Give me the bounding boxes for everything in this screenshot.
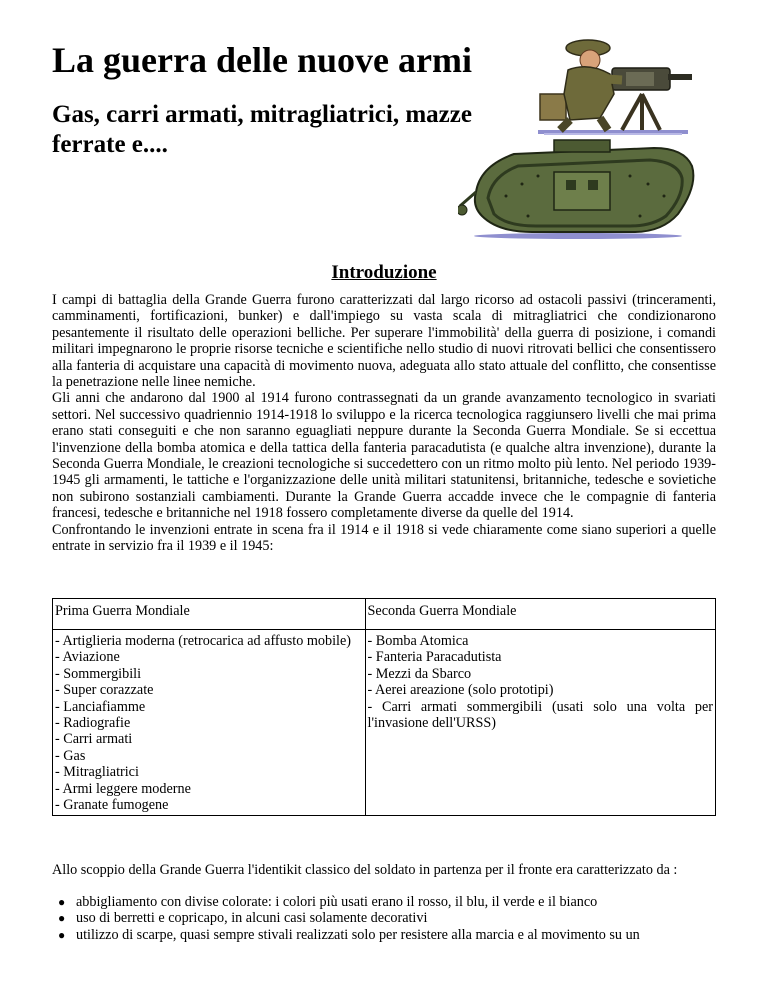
list-item <box>52 910 716 926</box>
ww1-item: - Carri armati <box>55 731 133 748</box>
ww2-item: - Bomba Atomica <box>367 633 469 649</box>
ww1-item: - Granate fumogene <box>55 797 169 814</box>
intro-paragraph: I campi di battaglia della Grande Guerra furono caratterizzati dal largo ricorso ad ostacoli passivi (trinceramenti, camminamenti, fortificazioni, bunker) e dall'impiego su vasta scala di mitragliatrici che condizionarono pesantemente il risultato delle operazioni belliche. Per superare l'immobilità' della guerra di posizione, i comandi militari impegnarono le proprie risorse tecniche e scientifiche nello studio di nuovi ritrovati bellici che consentissero alla fanteria di acquistare una capacità di movimento nuova, adeguata allo stato attuale del conflitto, che consentisse la penetrazione nelle linee nemiche. <box>52 292 716 391</box>
bullet-icon: ● <box>58 927 66 942</box>
intro-paragraph: Confrontando le invenzioni entrate in scena fra il 1914 e il 1918 si vede chiaramente come siano superiori a quelle entrate in servizio fra il 1939 e il 1945: <box>52 521 716 555</box>
ww1-inventions-cell <box>53 630 366 816</box>
page-subtitle: Gas, carri armati, mitragliatrici, mazze ferrate e.... <box>52 101 472 158</box>
list-item <box>52 927 716 943</box>
list-item-text: utilizzo di scarpe, quasi sempre stivali realizzati solo per resistere alla marcia e al movimento su un <box>76 926 640 943</box>
ww2-item: - Mezzi da Sbarco <box>367 665 472 682</box>
bullet-icon: ● <box>58 895 66 909</box>
table-row <box>53 630 716 816</box>
ww2-item: - Fanteria Paracadutista <box>367 649 502 666</box>
weapons-comparison-table <box>52 598 716 816</box>
ww2-item: - Carri armati sommergibili (usati solo una volta per l'invasione dell'URSS) <box>367 698 713 732</box>
header-ww1: Prima Guerra Mondiale <box>53 599 366 630</box>
ww1-item: - Radiografie <box>55 715 131 732</box>
ww1-item: - Mitragliatrici <box>55 764 139 781</box>
intro-paragraph: Gli anni che andarono dal 1900 al 1914 furono contrassegnati da un grande avanzamento tecnologico in svariati settori. Nel successivo quadriennio 1914-1918 lo sviluppo e la ricerca tecnologica raggiunsero livelli che mai prima erano stati conseguiti e che non saranno eguagliati neppure durante la Seconda Guerra Mondiale. Se si eccettua l'invenzione della bomba atomica e della tattica della fanteria paracadutista (e qualche altra invenzione), durante la Seconda Guerra Mondiale, le creazioni tecnologiche si succedettero con un ritmo molto più lento. Nel periodo 1939-1945 gli armamenti, le tattiche e l'organizzazione delle unità militari statunitensi, britanniche, tedesche e sovietiche non subirono sostanziali cambiamenti. Durante la Grande Guerra accadde invece che le compagnie di fanteria francesi, tedesche e britanniche nel 1918 fossero completamente diverse da quelle del 1914. <box>52 390 716 522</box>
machine-gunner-illustration <box>530 34 700 138</box>
list-item-text: abbigliamento con divise colorate: i colori più usati erano il rosso, il blu, il verde e il bianco <box>76 894 598 910</box>
ww1-item: - Sommergibili <box>55 665 142 682</box>
bullet-icon: ● <box>58 911 66 926</box>
ww1-item: - Super corazzate <box>55 682 154 699</box>
intro-body <box>52 292 716 555</box>
ww1-item: - Lanciafiamme <box>55 698 146 715</box>
header-ww2: Seconda Guerra Mondiale <box>365 599 715 630</box>
ww1-item: - Aviazione <box>55 649 120 666</box>
page-title: La guerra delle nuove armi <box>52 40 472 80</box>
list-item <box>52 894 716 910</box>
ww2-item: - Aerei areazione (solo prototipi) <box>367 682 554 699</box>
soldier-intro-paragraph: Allo scoppio della Grande Guerra l'identikit classico del soldato in partenza per il fronte era caratterizzato da : <box>52 862 678 878</box>
intro-heading: Introduzione <box>331 262 437 283</box>
table-header-row <box>53 599 716 630</box>
ww1-item: - Artiglieria moderna (retrocarica ad affusto mobile) <box>55 633 351 649</box>
soldier-traits-list <box>52 894 716 943</box>
ww1-item: - Gas <box>55 747 86 764</box>
ww1-item: - Armi leggere moderne <box>55 780 191 797</box>
list-item-text: uso di berretti e copricapo, in alcuni casi solamente decorativi <box>76 910 428 927</box>
tank-illustration <box>458 136 706 240</box>
ww2-inventions-cell <box>365 630 715 816</box>
